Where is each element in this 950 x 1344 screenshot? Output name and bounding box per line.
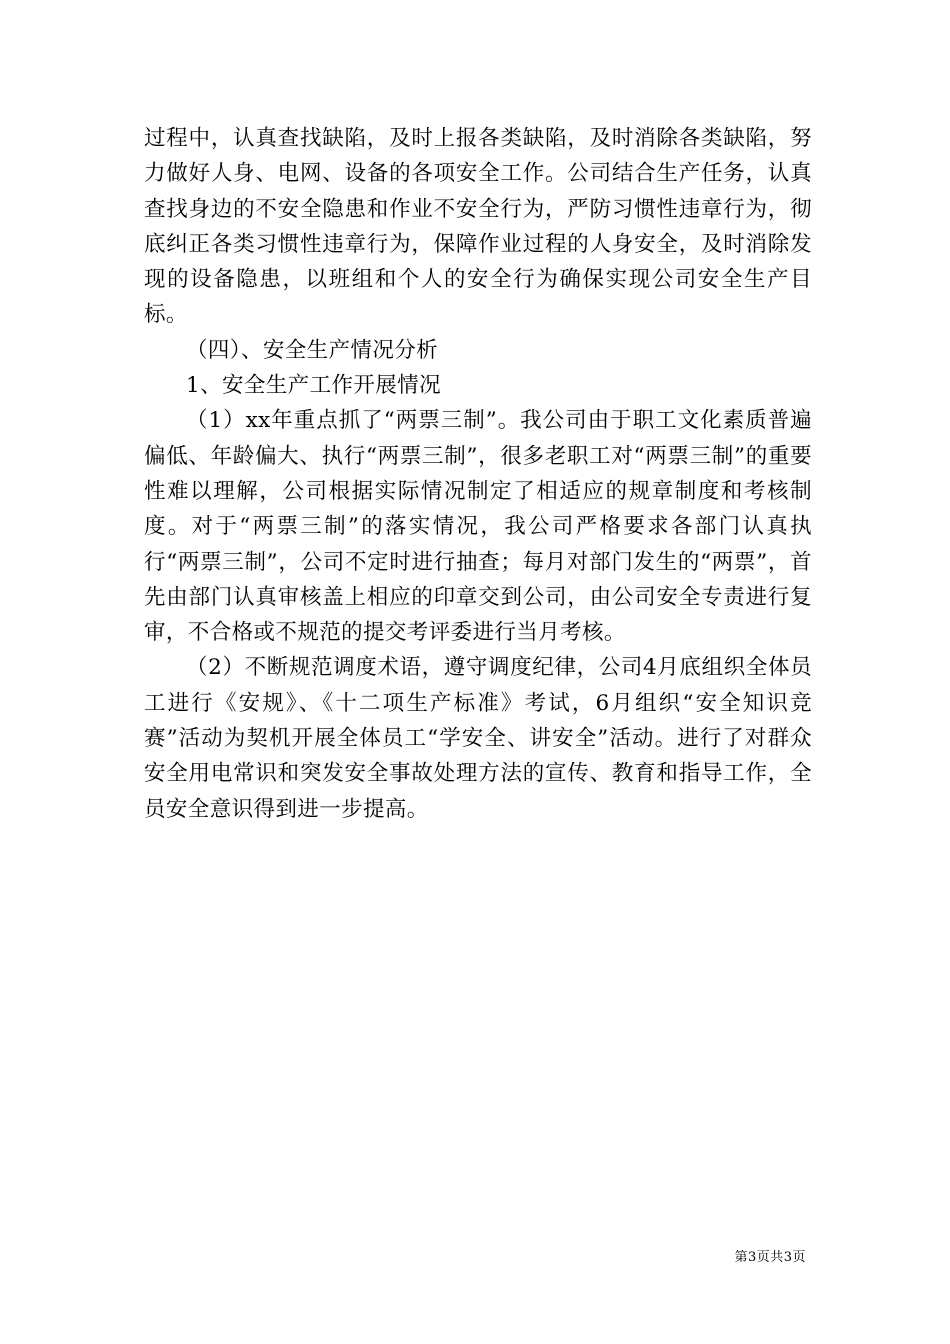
section-heading-safety-analysis: （四）、安全生产情况分析	[186, 337, 439, 363]
subheading-safety-work-status: 1、安全生产工作开展情况	[186, 373, 441, 399]
document-body	[144, 121, 812, 827]
page-number-footer: 第3页共3页	[734, 1250, 806, 1265]
paragraph-two-tickets-three-systems: （1）xx年重点抓了“两票三制”。我公司由于职工文化素质普遍偏低、年龄偏大、执行“两票三制”，很多老职工对“两票三制”的重要性难以理解，公司根据实际情况制定了相适应的规章制度和考核制度。对于“两票三制”的落实情况，我公司严格要求各部门认真执行“两票三制”，公司不定时进行抽查；每月对部门发生的“两票”，首先由部门认真审核盖上相应的印章交到公司，由公司安全专责进行复审，不合格或不规范的提交考评委进行当月考核。	[144, 408, 812, 646]
paragraph-dispatch-standards: （2）不断规范调度术语，遵守调度纪律，公司4月底组织全体员工进行《安规》、《十二项生产标准》考试，6月组织“安全知识竞赛”活动为契机开展全体员工“学安全、讲安全”活动。进行了对群众安全用电常识和突发安全事故处理方法的宣传、教育和指导工作，全员安全意识得到进一步提高。	[144, 655, 812, 822]
paragraph-safety-work-continued: 过程中，认真查找缺陷，及时上报各类缺陷，及时消除各类缺陷，努力做好人身、电网、设备的各项安全工作。公司结合生产任务，认真查找身边的不安全隐患和作业不安全行为，严防习惯性违章行为，彻底纠正各类习惯性违章行为，保障作业过程的人身安全，及时消除发现的设备隐患，以班组和个人的安全行为确保实现公司安全生产目标。	[144, 126, 812, 328]
